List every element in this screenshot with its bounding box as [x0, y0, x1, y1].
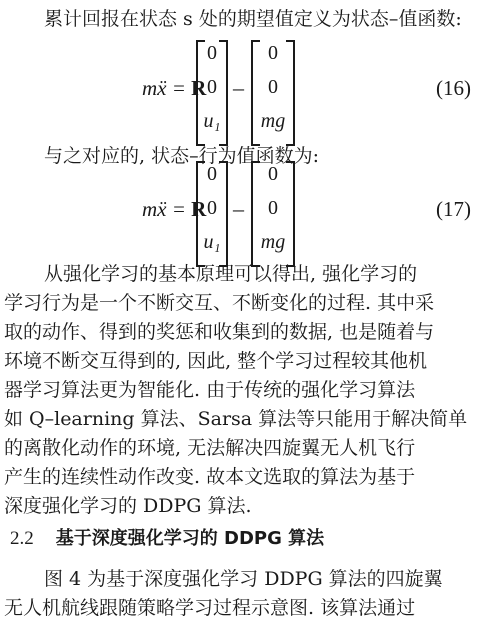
body-line: 环境不断交互得到的, 因此, 整个学习过程较其他机 [4, 350, 428, 372]
section-number: 2.2 [10, 528, 34, 549]
section-title: 基于深度强化学习的 DDPG 算法 [55, 528, 325, 549]
paragraph-state-action-value: 与之对应的, 状态–行为值函数为: [44, 145, 319, 167]
body-line: 从强化学习的基本原理可以得出, 强化学习的 [44, 263, 418, 285]
paragraph-state-value-definition: 累计回报在状态 s 处的期望值定义为状态–值函数: [44, 8, 462, 30]
body-line: 无人机航线跟随策略学习过程示意图. 该算法通过 [4, 597, 416, 619]
equation-17-lhs: mẍ = R [142, 197, 207, 221]
body-line: 器学习算法更为智能化. 由于传统的强化学习算法 [4, 379, 416, 401]
body-line: 取的动作、得到的奖惩和收集到的数据, 也是随着与 [4, 321, 435, 343]
body-line: 产生的连续性动作改变. 故本文选取的算法为基于 [4, 466, 416, 488]
equation-17-matrix-left: 0 0 u₁ [196, 161, 228, 265]
equation-17-matrix-right: 0 0 mg [251, 161, 295, 265]
body-line: 学习行为是一个不断交互、不断变化的过程. 其中采 [4, 292, 435, 314]
equation-17: mẍ = R 0 0 u₁ – 0 0 mg (17) [0, 161, 485, 265]
body-line: 如 Q–learning 算法、Sarsa 算法等只能用于解决简单 [4, 408, 468, 430]
equation-16-matrix-left: 0 0 u₁ [196, 40, 228, 144]
section-heading [10, 524, 324, 550]
equation-16-matrix-right: 0 0 mg [251, 40, 295, 144]
equation-17-number: (17) [436, 197, 471, 221]
body-line: 图 4 为基于深度强化学习 DDPG 算法的四旋翼 [44, 568, 443, 590]
equation-16: mẍ = R 0 0 u₁ – 0 0 mg (16) [0, 40, 485, 144]
equation-16-lhs: mẍ = R [142, 76, 207, 100]
body-line: 深度强化学习的 DDPG 算法. [4, 495, 252, 517]
body-line: 的离散化动作的环境, 无法解决四旋翼无人机飞行 [4, 437, 416, 459]
equation-16-number: (16) [436, 76, 471, 100]
